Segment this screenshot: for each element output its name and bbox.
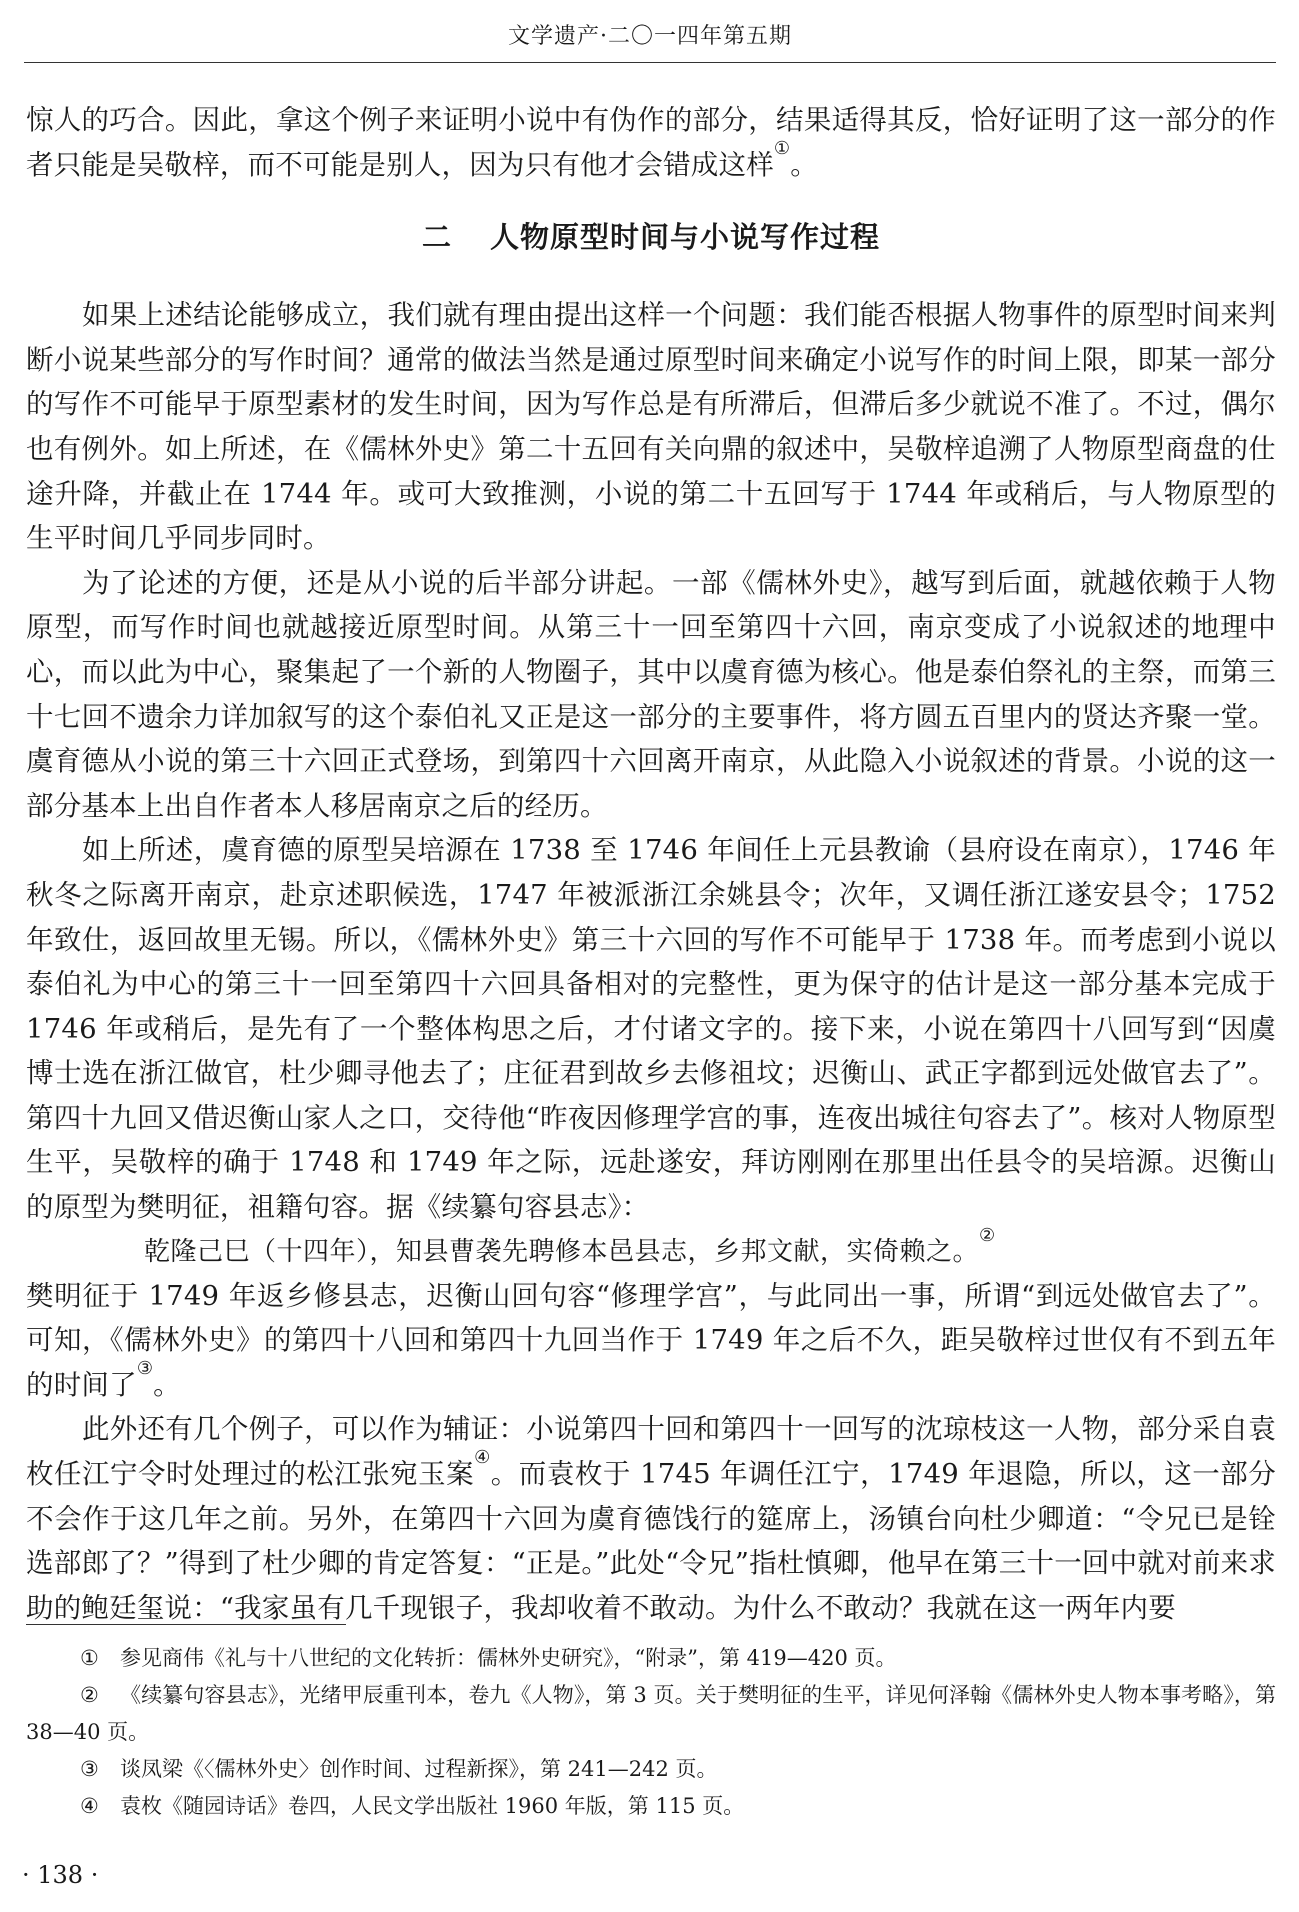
- footnote: [26, 1640, 1276, 1677]
- block-quote: [26, 1224, 1276, 1274]
- paragraph: 如上所述，虞育德的原型吴培源在 1738 至 1746 年间任上元县教谕（县府设在南京），1746 年秋冬之际离开南京，赴京述职候选，1747 年被派浙江余姚县令；次年，又调任浙江遂安县令；1752 年致仕，返回故里无锡。所以，《儒林外史》第三十六回的写作不可能早于 1738 年。而考虑到小说以泰伯礼为中心的第三十一回至第四十六回具备相对的完整性，更为保守的估计是这一部分基本完成于 1746 年或稍后，是先有了一个整体构思之后，才付诸文字的。接下来，小说在第四十八回写到“因虞博士选在浙江做官，杜少卿寻他去了；庄征君到故乡去修祖坟；迟衡山、武正字都到远处做官去了”。第四十九回又借迟衡山家人之口，交待他“昨夜因修理学宫的事，连夜出城往句容去了”。核对人物原型生平，吴敬梓的确于 1748 和 1749 年之际，远赴遂安，拜访刚刚在那里出任县令的吴培源。迟衡山的原型为樊明征，祖籍句容。据《续纂句容县志》：: [26, 834, 1276, 1224]
- paragraph-text-end: 。: [153, 1368, 181, 1401]
- paragraph-text: 。而袁枚于 1745 年调任江宁，1749 年退隐，所以，这一部分不会作于这几年之前。另外，在第四十六回为虞育德饯行的筵席上，汤镇台向杜少卿道：“令兄已是铨选部郎了？”得到了杜少卿的肯定答复：“正是。”此处“令兄”指杜慎卿，他早在第三十一回中就对前来求助的鲍廷玺说：“我家虽有几千现银子，我却收着不敢动。为什么不敢动？我就在这一两年内要: [26, 1458, 1276, 1624]
- paragraph-text: 此外还有几个例子，可以作为辅证：小说第四十回和第四十一回写的沈琼枝这一人物，部分采自袁枚任江宁令时处理过的松江张宛玉案: [26, 1413, 1276, 1491]
- footnote: [26, 1751, 1276, 1788]
- footnote: [26, 1677, 1276, 1751]
- section-number: 二: [421, 220, 452, 255]
- footnote-mark: ④: [80, 1794, 99, 1818]
- paragraph: [26, 1407, 1276, 1630]
- footnote-text: 袁枚《随园诗话》卷四，人民文学出版社 1960 年版，第 115 页。: [120, 1794, 745, 1818]
- paragraph: [26, 1274, 1276, 1408]
- footnote-text: 参见商伟《礼与十八世纪的文化转折：儒林外史研究》，“附录”，第 419—420 页。: [120, 1646, 897, 1670]
- footnote-text: 谈凤梁《〈儒林外史〉创作时间、过程新探》，第 241—242 页。: [120, 1757, 718, 1781]
- paragraph-text: 惊人的巧合。因此，拿这个例子来证明小说中有伪作的部分，结果适得其反，恰好证明了这一部分的作者只能是吴敬梓，而不可能是别人，因为只有他才会错成这样: [26, 104, 1276, 181]
- paragraph-continued: 惊人的巧合。因此，拿这个例子来证明小说中有伪作的部分，结果适得其反，恰好证明了这一部分的作者只能是吴敬梓，而不可能是别人，因为只有他才会错成这样①。: [26, 104, 1276, 181]
- footnote-rule: [26, 1624, 346, 1625]
- footnote-text: 《续纂句容县志》，光绪甲辰重刊本，卷九《人物》，第 3 页。关于樊明征的生平，详见何泽翰《儒林外史人物本事考略》，第 38—40 页。: [26, 1683, 1276, 1744]
- running-header: 文学遗产·二〇一四年第五期: [508, 24, 792, 49]
- footnote-ref-2[interactable]: ②: [979, 1224, 996, 1246]
- footnote: [26, 1788, 1276, 1825]
- quote-text: 乾隆己巳（十四年），知县曹袭先聘修本邑县志，乡邦文献，实倚赖之。: [144, 1236, 980, 1267]
- section-title-text: 人物原型时间与小说写作过程: [490, 220, 881, 255]
- paragraph-text: 樊明征于 1749 年返乡修县志，迟衡山回句容“修理学宫”，与此同出一事，所谓“到远处做官去了”。可知，《儒林外史》的第四十八回和第四十九回当作于 1749 年之后不久，距吴敬梓过世仅有不到五年的时间了: [26, 1279, 1276, 1401]
- footnotes: [26, 1640, 1276, 1825]
- article-body: [26, 98, 1276, 1630]
- footnote-ref-4[interactable]: ④: [474, 1447, 491, 1469]
- footnote-mark: ①: [80, 1646, 99, 1670]
- footnote-mark: ③: [80, 1757, 99, 1781]
- footnote-mark: ②: [80, 1683, 99, 1707]
- paragraph: 如果上述结论能够成立，我们就有理由提出这样一个问题：我们能否根据人物事件的原型时间来判断小说某些部分的写作时间？通常的做法当然是通过原型时间来确定小说写作的时间上限，即某一部分的写作不可能早于原型素材的发生时间，因为写作总是有所滞后，但滞后多少就说不准了。不过，偶尔也有例外。如上所述，在《儒林外史》第二十五回有关向鼎的叙述中，吴敬梓追溯了人物原型商盘的仕途升降，并截止在 1744 年。或可大致推测，小说的第二十五回写于 1744 年或稍后，与人物原型的生平时间几乎同步同时。: [26, 299, 1276, 555]
- footnote-ref-1[interactable]: ①: [773, 137, 791, 159]
- footnote-ref-3[interactable]: ③: [136, 1357, 154, 1379]
- header-rule: [24, 62, 1276, 63]
- page-number: · 138 ·: [22, 1861, 99, 1889]
- paragraph: 为了论述的方便，还是从小说的后半部分讲起。一部《儒林外史》，越写到后面，就越依赖于人物原型，而写作时间也就越接近原型时间。从第三十一回至第四十六回，南京变成了小说叙述的地理中心，而以此为中心，聚集起了一个新的人物圈子，其中以虞育德为核心。他是泰伯祭礼的主祭，而第三十七回不遗余力详加叙写的这个泰伯礼又正是这一部分的主要事件，将方圆五百里内的贤达齐聚一堂。虞育德从小说的第三十六回正式登场，到第四十六回离开南京，从此隐入小说叙述的背景。小说的这一部分基本上出自作者本人移居南京之后的经历。: [26, 566, 1276, 822]
- section-heading: [26, 217, 1276, 257]
